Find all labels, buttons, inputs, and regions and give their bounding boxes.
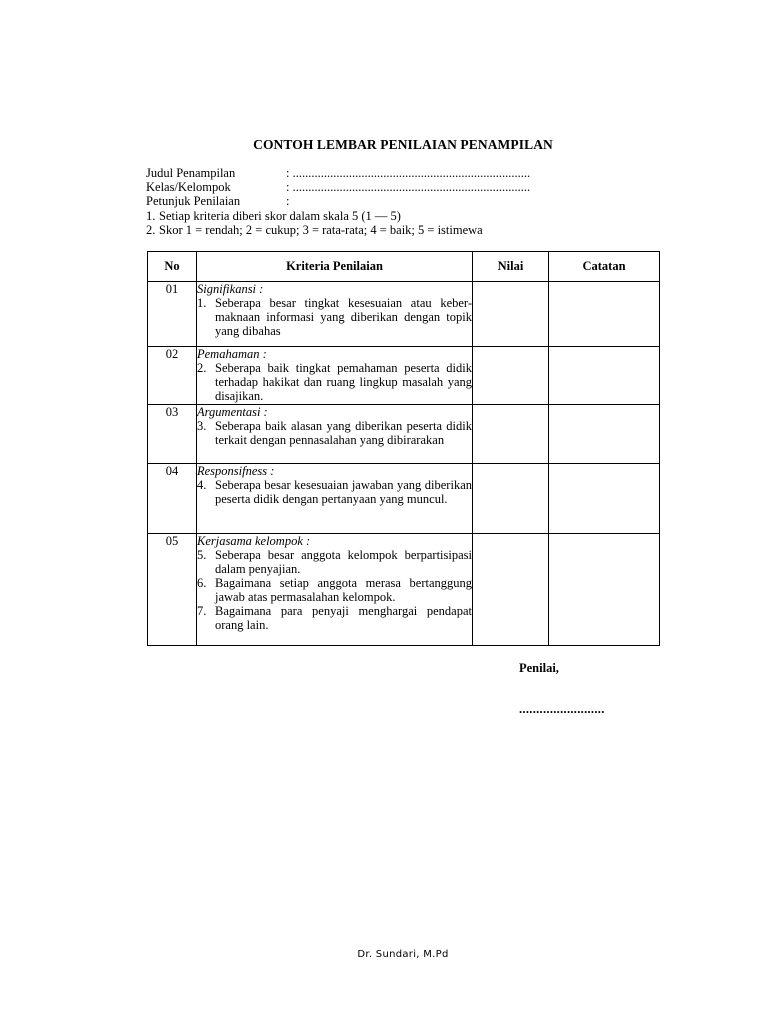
page-footer: Dr. Sundari, M.Pd [357, 949, 449, 960]
criteria-item [197, 576, 472, 604]
instruction-item [146, 209, 666, 223]
header-notes: Catatan [549, 252, 660, 282]
table-row [148, 464, 660, 534]
notes-cell[interactable] [549, 282, 660, 347]
meta-label: Kelas/Kelompok [146, 180, 231, 195]
criteria-item-number: 5. [197, 548, 207, 562]
header-score: Nilai [473, 252, 549, 282]
instruction-text: Setiap kriteria diberi skor dalam skala 5 (1 — 5) [159, 208, 401, 223]
criteria-item [197, 419, 472, 447]
page-title: CONTOH LEMBAR PENILAIAN PENAMPILAN [253, 137, 553, 152]
instruction-text: Skor 1 = rendah; 2 = cukup; 3 = rata-rata; 4 = baik; 5 = istimewa [159, 222, 483, 237]
notes-cell[interactable] [549, 534, 660, 646]
meta-value: : ............................................................................ [286, 166, 531, 180]
row-number: 04 [148, 464, 197, 534]
criteria-item-number: 4. [197, 478, 207, 492]
table-header-row [148, 252, 660, 282]
notes-cell[interactable] [549, 405, 660, 464]
criteria-item [197, 478, 472, 506]
criteria-category: Responsifness : [197, 464, 275, 478]
criteria-item-text: Seberapa baik tingkat pemahaman peserta didik terhadap hakikat dan ruang lingkup masalah yang disajikan. [215, 361, 472, 403]
assessor-label: Penilai, [519, 661, 559, 675]
criteria-item-number: 6. [197, 576, 207, 590]
criteria-item-text: Seberapa besar anggota kelompok berpartisipasi dalam penyajian. [215, 548, 472, 576]
meta-label: Judul Penampilan [146, 166, 236, 180]
criteria-cell [197, 405, 473, 464]
criteria-item [197, 604, 472, 632]
criteria-cell [197, 534, 473, 646]
meta-row-title [146, 166, 666, 180]
table-row [148, 534, 660, 646]
table-row [148, 405, 660, 464]
header-criteria: Kriteria Penilaian [197, 252, 473, 282]
instruction-number: 2. [146, 222, 156, 237]
criteria-item-text: Bagaimana setiap anggota merasa bertanggung jawab atas permasalahan kelompok. [215, 576, 472, 604]
meta-value: : [286, 194, 290, 209]
criteria-cell [197, 282, 473, 347]
criteria-item-text: Seberapa baik alasan yang diberikan peserta didik terkait dengan pennasalahan yang dibirarakan [215, 419, 472, 447]
criteria-cell [197, 347, 473, 405]
meta-value: : ............................................................................ [286, 180, 531, 195]
criteria-category: Kerjasama kelompok : [197, 534, 311, 548]
criteria-item-text: Seberapa besar tingkat kesesuaian atau keber-maknaan informasi yang diberikan dengan topik yang dibahas [215, 296, 472, 338]
criteria-item-text: Seberapa besar kesesuaian jawaban yang diberikan peserta didik dengan pertanyaan yang muncul. [215, 478, 472, 506]
criteria-item-number: 1. [197, 296, 207, 310]
criteria-category: Argumentasi : [197, 405, 268, 419]
score-cell[interactable] [473, 405, 549, 464]
row-number: 03 [148, 405, 197, 464]
signature-line: ......................... [519, 702, 605, 716]
score-cell[interactable] [473, 347, 549, 405]
criteria-item [197, 361, 472, 403]
criteria-item-number: 2. [197, 361, 207, 375]
criteria-item-number: 7. [197, 604, 207, 618]
notes-cell[interactable] [549, 464, 660, 534]
row-number: 01 [148, 282, 197, 347]
header-no: No [148, 252, 197, 282]
criteria-item-number: 3. [197, 419, 207, 433]
table-row [148, 347, 660, 405]
meta-row-class [146, 180, 666, 194]
table-row [148, 282, 660, 347]
score-cell[interactable] [473, 282, 549, 347]
notes-cell[interactable] [549, 347, 660, 405]
form-header [146, 166, 666, 237]
instruction-number: 1. [146, 208, 156, 223]
criteria-item [197, 296, 472, 338]
criteria-category: Pemahaman : [197, 347, 267, 361]
assessment-table [147, 251, 660, 646]
criteria-item [197, 548, 472, 576]
score-cell[interactable] [473, 534, 549, 646]
row-number: 05 [148, 534, 197, 646]
row-number: 02 [148, 347, 197, 405]
score-cell[interactable] [473, 464, 549, 534]
meta-row-instructions [146, 194, 666, 208]
instruction-item [146, 223, 666, 237]
criteria-cell [197, 464, 473, 534]
criteria-item-text: Bagaimana para penyaji menghargai pendapat orang lain. [215, 604, 472, 632]
meta-label: Petunjuk Penilaian [146, 194, 241, 209]
criteria-category: Signifikansi : [197, 282, 264, 296]
